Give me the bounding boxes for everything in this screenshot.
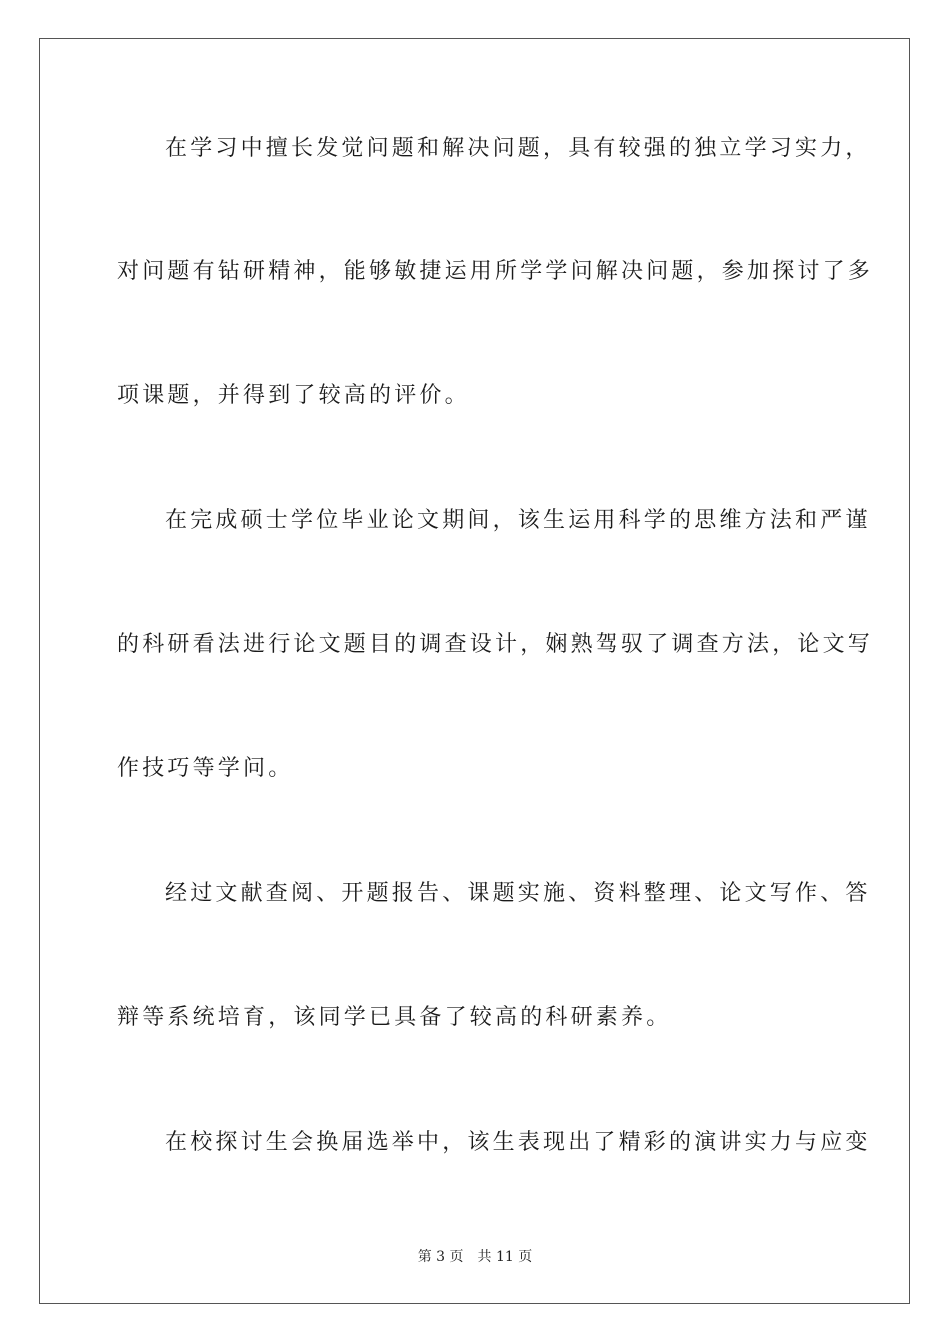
page-number-footer: 第 3 页 共 11 页 bbox=[417, 1249, 533, 1265]
paragraph-1-line-1: 在学习中擅长发觉问题和解决问题，具有较强的独立学习实力， bbox=[165, 136, 871, 161]
paragraph-3-line-1: 经过文献查阅、开题报告、课题实施、资料整理、论文写作、答 bbox=[165, 881, 871, 906]
paragraph-3-line-2: 辩等系统培育，该同学已具备了较高的科研素养。 bbox=[117, 1005, 672, 1030]
paragraph-1-line-3: 项课题，并得到了较高的评价。 bbox=[117, 383, 470, 408]
paragraph-1-line-2: 对问题有钻研精神，能够敏捷运用所学学问解决问题，参加探讨了多 bbox=[117, 259, 874, 284]
paragraph-2-line-2: 的科研看法进行论文题目的调查设计，娴熟驾驭了调查方法，论文写 bbox=[117, 632, 874, 657]
paragraph-2-line-1: 在完成硕士学位毕业论文期间，该生运用科学的思维方法和严谨 bbox=[165, 508, 871, 533]
paragraph-2-line-3: 作技巧等学问。 bbox=[117, 756, 294, 781]
page-border bbox=[39, 38, 910, 1304]
paragraph-4-line-1: 在校探讨生会换届选举中，该生表现出了精彩的演讲实力与应变 bbox=[165, 1130, 871, 1155]
